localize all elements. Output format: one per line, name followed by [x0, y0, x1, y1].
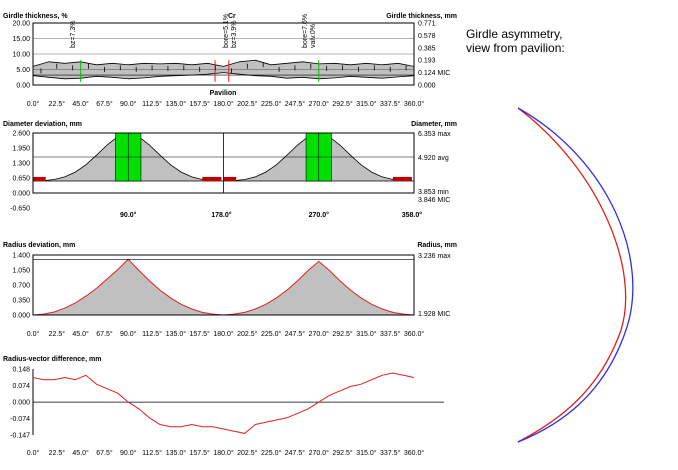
- diameter-ytick-left: 0.000: [12, 190, 30, 198]
- diameter-red-block: [33, 177, 46, 181]
- rv-xtick-label: 157.5°: [189, 450, 210, 457]
- girdle-xtick-label: 180.0°: [213, 101, 234, 108]
- radius-ytick-left: 0.000: [12, 312, 30, 320]
- girdle-xtick-label: 90.0°: [120, 101, 137, 108]
- diameter-ytick-right: 3.846 MIC: [418, 197, 451, 204]
- girdle-ytick-left: 15.00: [12, 36, 30, 43]
- girdle-xtick-label: 135.0°: [165, 101, 187, 108]
- girdle-annotation: bz=7.3%: [70, 20, 77, 48]
- rv-xtick-label: 45.0°: [72, 450, 89, 457]
- girdle-xtick-label: 315.0°: [356, 101, 377, 108]
- girdle-ytick-left: 20.00: [12, 20, 30, 28]
- girdle-xtick-label: 360.0°: [403, 101, 425, 108]
- girdle-xtick-label: 0.0°: [26, 101, 40, 108]
- radius-vector-panel: [3, 356, 444, 457]
- girdle-xtick-label: 292.5°: [332, 101, 353, 108]
- rv-xtick-label: 112.5°: [142, 450, 162, 457]
- diameter-ytick-left: 1.300: [12, 160, 30, 168]
- rv-ytick-left: 0.148: [12, 366, 30, 374]
- girdle-title-left: Girdle thickness, %: [3, 13, 68, 20]
- radius-xtick-label: 247.5°: [284, 331, 306, 338]
- diameter-ytick-right: 6.353 max: [418, 131, 451, 138]
- asymmetry-caption-line2: view from pavilion:: [466, 41, 565, 55]
- radius-area: [33, 259, 414, 315]
- asymmetry-caption-line1: Girdle asymmetry,: [466, 27, 563, 41]
- girdle-annotation: bore=7.6%: [302, 13, 309, 48]
- asymmetry-curve-red: [518, 108, 626, 442]
- girdle-xtick-label: 202.5°: [237, 101, 258, 108]
- rv-xtick-label: 292.5°: [332, 450, 353, 457]
- girdle-annotation: bore=5.1%: [223, 13, 230, 48]
- radius-ytick-right: 3.236 max: [418, 253, 451, 260]
- girdle-xtick-label: 225.0°: [260, 101, 282, 108]
- diameter-red-block: [224, 177, 237, 181]
- radius-xtick-label: 180.0°: [213, 331, 234, 338]
- diameter-ytick-left: 2.600: [12, 130, 30, 138]
- rv-xtick-label: 135.0°: [165, 450, 187, 457]
- radius-ytick-left: 0.700: [12, 282, 30, 290]
- rv-xtick-label: 67.5°: [96, 450, 113, 457]
- rv-xtick-label: 225.0°: [260, 450, 282, 457]
- diameter-red-block: [393, 177, 412, 181]
- girdle-xtick-label: 247.5°: [284, 101, 306, 108]
- rv-line: [33, 373, 414, 433]
- rv-xtick-label: 180.0°: [213, 450, 234, 457]
- rv-plot-area: [33, 369, 444, 435]
- radius-deviation-panel: [3, 242, 457, 338]
- rv-title-left: Radius-vector difference, mm: [3, 356, 102, 363]
- diameter-ytick-left: -0.650: [10, 205, 30, 213]
- girdle-asymmetry-panel: [466, 27, 633, 442]
- rv-xtick-label: 247.5°: [284, 450, 306, 457]
- diameter-title-right: Diameter, mm: [411, 121, 457, 128]
- radius-xtick-label: 135.0°: [165, 331, 187, 338]
- radius-xtick-label: 270.0°: [308, 331, 329, 338]
- radius-title-left: Radius deviation, mm: [3, 242, 76, 249]
- diameter-deviation-panel: [3, 121, 457, 219]
- rv-xtick-label: 90.0°: [120, 450, 137, 457]
- rv-xtick-label: 0.0°: [26, 450, 40, 457]
- radius-xtick-label: 67.5°: [96, 331, 113, 338]
- diameter-bottom-label: 358.0°: [401, 212, 423, 219]
- girdle-xtick-label: 112.5°: [142, 101, 162, 108]
- girdle-xtick-label: 67.5°: [96, 101, 113, 108]
- rv-ytick-left: -0.074: [10, 416, 30, 423]
- rv-ytick-left: -0.147: [10, 432, 30, 440]
- radius-ytick-right: 1.928 MIC: [418, 311, 451, 318]
- rv-xtick-label: 22.5°: [48, 450, 66, 457]
- asymmetry-curve-blue: [518, 108, 633, 442]
- girdle-ytick-right: 0.385: [418, 45, 436, 53]
- radius-xtick-label: 337.5°: [380, 331, 401, 338]
- diameter-red-block: [202, 177, 221, 181]
- girdle-title-right: Girdle thickness, mm: [386, 13, 457, 20]
- radius-xtick-label: 45.0°: [72, 331, 89, 338]
- girdle-ytick-right: 0.000: [418, 82, 436, 90]
- radius-plot-area: [33, 259, 414, 315]
- radius-title-right: Radius, mm: [417, 242, 457, 249]
- rv-xtick-label: 360.0°: [403, 450, 425, 457]
- rv-ytick-left: 0.000: [12, 399, 30, 407]
- diameter-plot-area: [33, 133, 414, 193]
- girdle-ytick-right: 0.124 MIC: [418, 70, 451, 78]
- diameter-ytick-right: 3.853 min: [418, 189, 449, 196]
- girdle-ytick-right: 0.578: [418, 32, 436, 40]
- radius-xtick-label: 360.0°: [403, 331, 425, 338]
- radius-ytick-left: 0.350: [12, 297, 30, 305]
- radius-xtick-label: 90.0°: [120, 331, 137, 338]
- girdle-ytick-left: 0.00: [16, 82, 30, 90]
- diameter-bottom-label: 90.0°: [120, 212, 137, 219]
- diameter-bottom-label: 270.0°: [308, 212, 329, 219]
- rv-xtick-label: 315.0°: [356, 450, 377, 457]
- radius-xtick-label: 22.5°: [48, 331, 66, 338]
- radius-xtick-label: 157.5°: [189, 331, 210, 338]
- girdle-ytick-left: 10.00: [12, 51, 30, 59]
- radius-xtick-label: 202.5°: [237, 331, 258, 338]
- radius-ytick-left: 1.400: [12, 252, 30, 260]
- rv-ytick-left: 0.074: [12, 383, 30, 390]
- radius-xtick-label: 225.0°: [260, 331, 282, 338]
- girdle-title-center: Cr: [228, 13, 236, 20]
- girdle-xtick-label: 157.5°: [189, 101, 210, 108]
- girdle-xtick-label: 270.0°: [308, 101, 329, 108]
- diameter-ytick-left: 1.950: [12, 145, 30, 153]
- girdle-annotation: valv.0%: [310, 24, 317, 48]
- radius-xtick-label: 0.0°: [26, 331, 40, 338]
- radius-ytick-left: 1.050: [12, 267, 30, 275]
- girdle-annotation: bz=3.9%: [231, 20, 238, 48]
- girdle-xtick-label: 45.0°: [72, 101, 89, 108]
- diameter-bottom-label: 178.0°: [211, 212, 232, 219]
- girdle-xlabel: Pavilion: [209, 90, 237, 97]
- girdle-xtick-label: 337.5°: [380, 101, 401, 108]
- radius-xtick-label: 112.5°: [142, 331, 162, 338]
- rv-xtick-label: 270.0°: [308, 450, 329, 457]
- girdle-xtick-label: 22.5°: [48, 101, 66, 108]
- diameter-title-left: Diameter deviation, mm: [3, 121, 82, 128]
- girdle-ytick-left: 5.00: [16, 67, 30, 74]
- girdle-thickness-panel: [3, 13, 457, 108]
- diameter-ytick-right: 4.920 avg: [418, 155, 449, 162]
- rv-xtick-label: 202.5°: [237, 450, 258, 457]
- radius-xtick-label: 315.0°: [356, 331, 377, 338]
- girdle-ytick-right: 0.193: [418, 57, 436, 65]
- diameter-ytick-left: 0.650: [12, 175, 30, 183]
- girdle-ytick-right: 0.771: [418, 20, 436, 28]
- rv-xtick-label: 337.5°: [380, 450, 401, 457]
- radius-xtick-label: 292.5°: [332, 331, 353, 338]
